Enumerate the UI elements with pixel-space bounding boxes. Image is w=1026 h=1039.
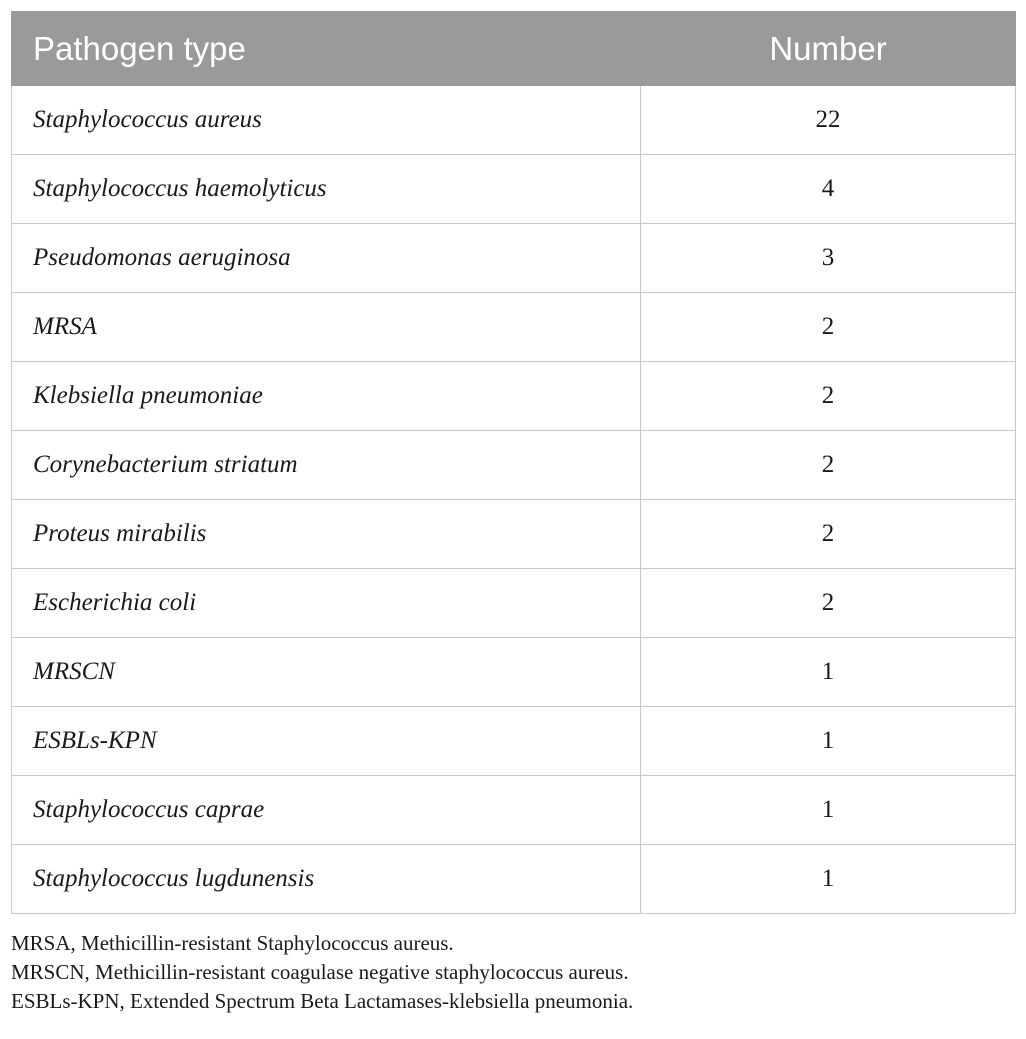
table-row	[12, 86, 1016, 155]
pathogen-name: MRSA	[12, 293, 641, 362]
pathogen-name: Escherichia coli	[12, 569, 641, 638]
footnote-esbls-kpn: ESBLs-KPN, Extended Spectrum Beta Lactamases-klebsiella pneumonia.	[11, 989, 634, 1013]
header-pathogen-type: Pathogen type	[12, 12, 641, 86]
pathogen-count: 2	[641, 500, 1016, 569]
table-row	[12, 776, 1016, 845]
pathogen-name: Staphylococcus haemolyticus	[12, 155, 641, 224]
table-row	[12, 845, 1016, 914]
footnote-mrscn: MRSCN, Methicillin-resistant coagulase negative staphylococcus aureus.	[11, 960, 629, 984]
pathogen-count: 4	[641, 155, 1016, 224]
table-header-row	[12, 12, 1016, 86]
table-row	[12, 224, 1016, 293]
pathogen-count: 2	[641, 569, 1016, 638]
table-row	[12, 362, 1016, 431]
pathogen-name: MRSCN	[12, 638, 641, 707]
table-row	[12, 431, 1016, 500]
pathogen-name: Proteus mirabilis	[12, 500, 641, 569]
table-footnotes	[11, 929, 633, 1016]
pathogen-table-container	[11, 11, 1015, 914]
pathogen-name: Klebsiella pneumoniae	[12, 362, 641, 431]
table-row	[12, 155, 1016, 224]
pathogen-count: 22	[641, 86, 1016, 155]
pathogen-count: 1	[641, 845, 1016, 914]
table-row	[12, 638, 1016, 707]
pathogen-count: 1	[641, 638, 1016, 707]
table-row	[12, 500, 1016, 569]
pathogen-count: 2	[641, 431, 1016, 500]
pathogen-count: 2	[641, 293, 1016, 362]
pathogen-count: 1	[641, 707, 1016, 776]
table-row	[12, 569, 1016, 638]
pathogen-count: 3	[641, 224, 1016, 293]
pathogen-name: Staphylococcus lugdunensis	[12, 845, 641, 914]
pathogen-name: Pseudomonas aeruginosa	[12, 224, 641, 293]
pathogen-count: 1	[641, 776, 1016, 845]
pathogen-name: Staphylococcus caprae	[12, 776, 641, 845]
footnote-mrsa: MRSA, Methicillin-resistant Staphylococcus aureus.	[11, 931, 454, 955]
table-row	[12, 707, 1016, 776]
table-row	[12, 293, 1016, 362]
pathogen-table	[11, 11, 1016, 914]
pathogen-count: 2	[641, 362, 1016, 431]
header-number: Number	[641, 12, 1016, 86]
pathogen-name: Corynebacterium striatum	[12, 431, 641, 500]
pathogen-name: ESBLs-KPN	[12, 707, 641, 776]
pathogen-name: Staphylococcus aureus	[12, 86, 641, 155]
